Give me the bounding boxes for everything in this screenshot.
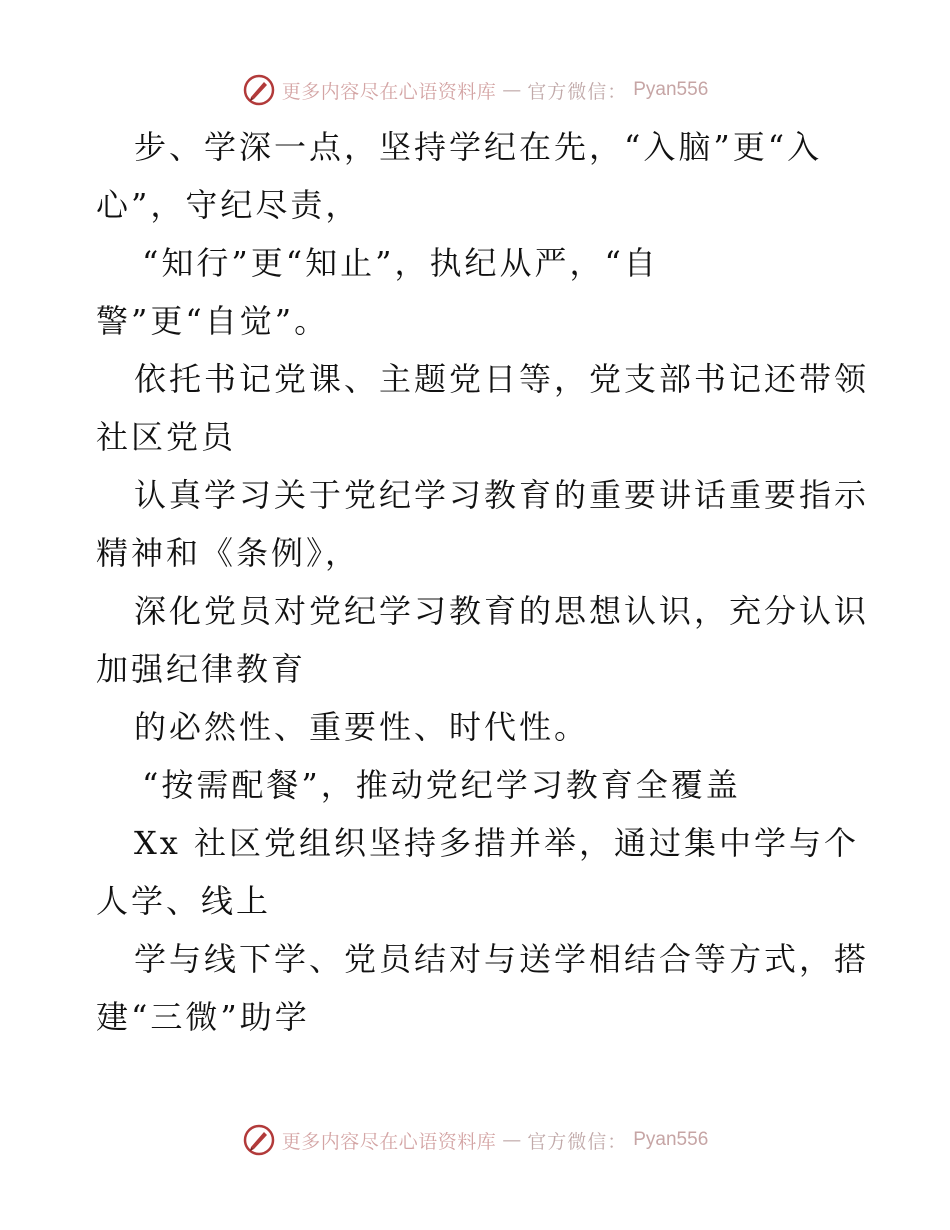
watermark-brand: 更多内容尽在心语资料库 bbox=[281, 1130, 497, 1153]
text-line: 学与线下学、党员结对与送学相结合等方式，搭 bbox=[134, 940, 870, 978]
text-line: “知行”更“知止”，执纪从严，“自 bbox=[142, 244, 659, 282]
text-line: Xx 社区党组织坚持多措并举，通过集中学与个 bbox=[134, 824, 860, 862]
pen-logo-icon bbox=[242, 1123, 276, 1157]
document-body bbox=[96, 118, 870, 1046]
watermark-separator: — bbox=[502, 1129, 522, 1151]
text-line: 精神和《条例》， bbox=[96, 534, 361, 572]
footer-watermark bbox=[0, 1120, 950, 1160]
text-line: 的必然性、重要性、时代性。 bbox=[134, 708, 590, 746]
watermark-wechat-id: Pyan556 bbox=[633, 1129, 709, 1150]
text-line: 依托书记党课、主题党日等，党支部书记还带领 bbox=[134, 360, 870, 398]
text-line: 深化党员对党纪学习教育的思想认识，充分认识 bbox=[134, 592, 870, 630]
watermark-wechat-id: Pyan556 bbox=[633, 79, 709, 100]
pen-logo-icon bbox=[242, 73, 276, 107]
text-line: 人学、线上 bbox=[96, 882, 272, 920]
text-line: 步、学深一点，坚持学纪在先，“入脑”更“入 bbox=[134, 128, 823, 166]
text-line: “按需配餐”，推动党纪学习教育全覆盖 bbox=[142, 766, 741, 804]
watermark-wechat-label: 官方微信： bbox=[527, 1130, 628, 1153]
text-line: 警”更“自觉”。 bbox=[96, 302, 330, 340]
watermark-separator: — bbox=[502, 79, 522, 101]
text-line: 建“三微”助学 bbox=[96, 998, 310, 1036]
text-line: 心”，守纪尽责， bbox=[96, 186, 361, 224]
header-watermark bbox=[0, 70, 950, 110]
watermark-brand: 更多内容尽在心语资料库 bbox=[281, 80, 497, 103]
text-line: 社区党员 bbox=[96, 418, 237, 456]
text-line: 加强纪律教育 bbox=[96, 650, 307, 688]
watermark-wechat-label: 官方微信： bbox=[527, 80, 628, 103]
text-line: 认真学习关于党纪学习教育的重要讲话重要指示 bbox=[134, 476, 870, 514]
